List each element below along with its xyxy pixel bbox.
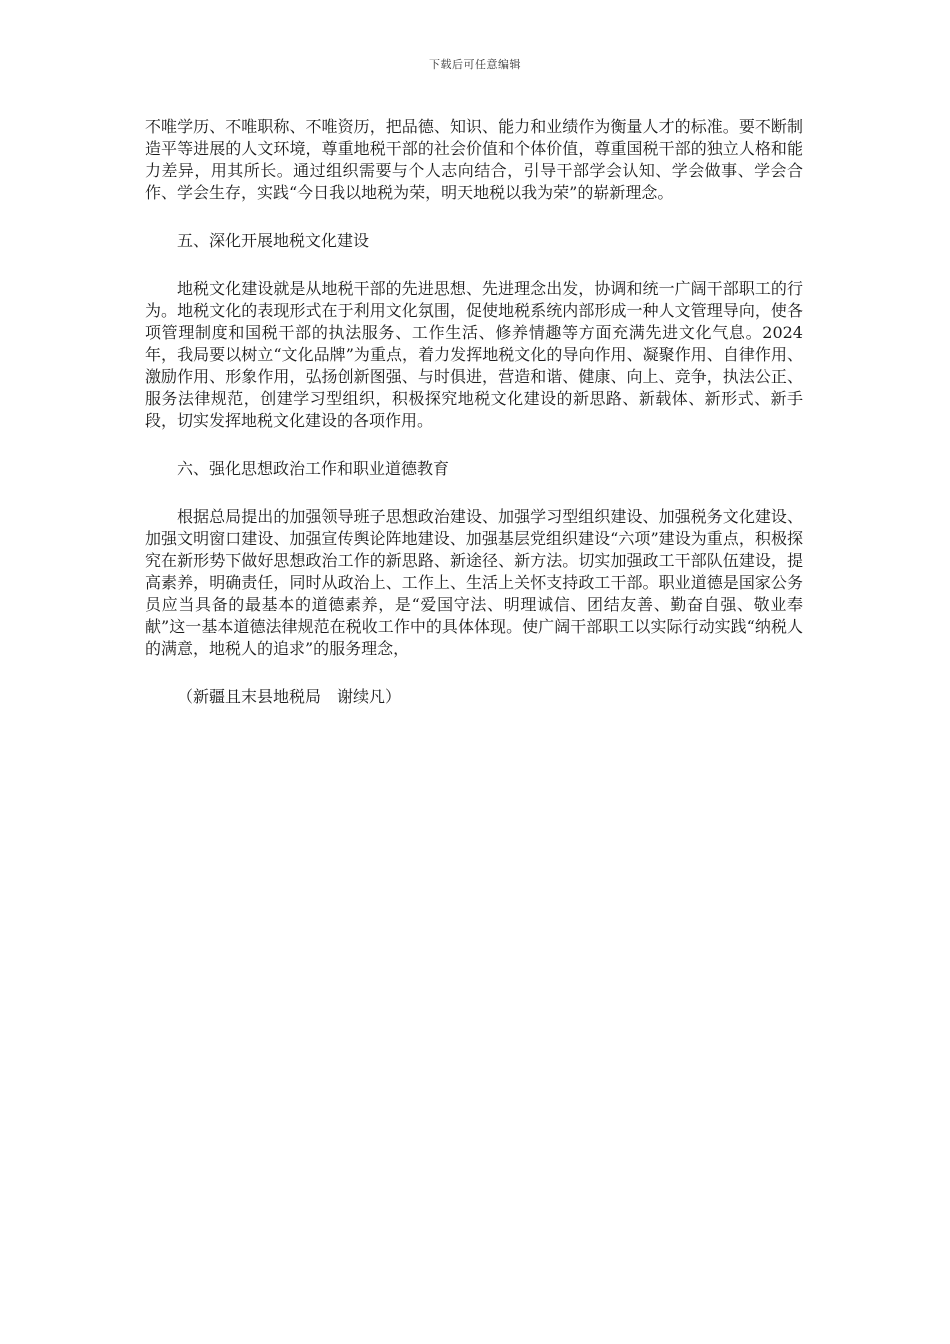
paragraph-2: 地税文化建设就是从地税干部的先进思想、先进理念出发，协调和统一广阔干部职工的行为。地税文化的表现形式在于利用文化氛围，促使地税系统内部形成一种人文管理导向，使各项管理制度和国税干部的执法服务、工作生活、修养情趣等方面充满先进文化气息。2024年，我局要以树立“文化品牌”为重点，着力发挥地税文化的导向作用、凝聚作用、自律作用、激励作用、形象作用，弘扬创新图强、与时俱进，营造和谐、健康、向上、竞争，执法公正、服务法律规范，创建学习型组织，积极探究地税文化建设的新思路、新载体、新形式、新手段，切实发挥地税文化建设的各项作用。 — [145, 279, 803, 430]
section-heading-6: 六、强化思想政治工作和职业道德教育 — [177, 459, 450, 478]
paragraph-1: 不唯学历、不唯职称、不唯资历，把品德、知识、能力和业绩作为衡量人才的标准。要不断制造平等进展的人文环境，尊重地税干部的社会价值和个体价值，尊重国税干部的独立人格和能力差异，用其所长。通过组织需要与个人志向结合，引导干部学会认知、学会做事、学会合作、学会生存，实践“今日我以地税为荣，明天地税以我为荣”的崭新理念。 — [145, 117, 803, 202]
author-signature: （新疆且末县地税局 谢续凡） — [177, 687, 402, 706]
section-heading-5: 五、深化开展地税文化建设 — [177, 231, 370, 250]
header-note: 下载后可任意编辑 — [429, 58, 521, 71]
document-body — [145, 116, 803, 708]
paragraph-3: 根据总局提出的加强领导班子思想政治建设、加强学习型组织建设、加强税务文化建设、加强文明窗口建设、加强宣传舆论阵地建设、加强基层党组织建设“六项”建设为重点，积极探究在新形势下做好思想政治工作的新思路、新途径、新方法。切实加强政工干部队伍建设，提高素养，明确责任，同时从政治上、工作上、生活上关怀支持政工干部。职业道德是国家公务员应当具备的最基本的道德素养，是“爱国守法、明理诚信、团结友善、勤奋自强、敬业奉献”这一基本道德法律规范在税收工作中的具体体现。使广阔干部职工以实际行动实践“纳税人的满意，地税人的追求”的服务理念， — [145, 507, 803, 658]
